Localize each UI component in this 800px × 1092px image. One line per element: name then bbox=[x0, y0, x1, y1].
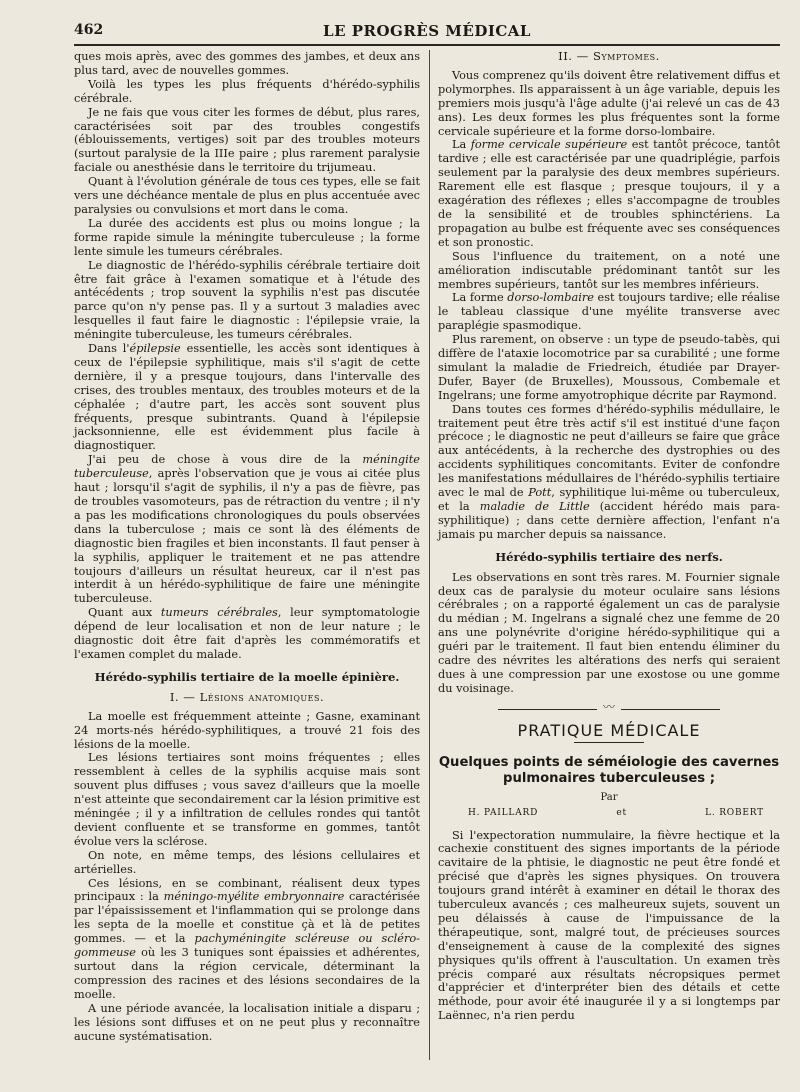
column-divider bbox=[429, 50, 430, 1060]
byline: Par bbox=[600, 791, 618, 803]
title-rule bbox=[574, 742, 644, 743]
wave-ornament-icon: 〰 bbox=[597, 701, 621, 715]
paragraph bbox=[74, 606, 420, 662]
journal-title: LE PROGRÈS MÉDICAL bbox=[323, 22, 531, 40]
text-run: Ces lésions, en se combinant, réalisent deux types principaux : la bbox=[74, 876, 420, 904]
text-run: essentielle, les accès sont identiques à ceux de l'épilepsie syphilitique, mais s'il s'agit de cette dernière, il y a presque toujours, dans l'intervalle des crises, des troubles mentaux, des troubles moteurs et de la céphalée ; d'autre part, les accès sont souvent plus fréquents, presque subintrants. Quand à l'épilepsie jacksonnienne, elle est évidemment plus facile à diagnostiquer. bbox=[74, 342, 420, 453]
section-title: PRATIQUE MÉDICALE bbox=[517, 720, 701, 740]
paragraph: La durée des accidents est plus ou moins longue ; la forme rapide simule la méningite tuberculeuse ; la forme lente simule les tumeurs cérébrales. bbox=[74, 216, 420, 258]
author-name: L. ROBERT bbox=[705, 807, 764, 818]
paragraph: Sous l'influence du traitement, on a noté une amélioration indiscutable prédominant tantôt sur les membres supérieurs, tantôt sur les membres inférieurs. bbox=[438, 249, 780, 291]
text-run: , après l'observation que je vous ai citée plus haut ; lorsqu'il s'agit de syphilis, il n'y a pas de fièvre, pas de troubles vasomoteurs, pas de rétraction du ventre ; il n'y a pas les modifications chronologiques du pouls observées dans la tuberculose ; mais ce sont là des éléments de diagnostic bien fragiles et bien inconstants. Il faut penser à la syphilis, appliquer le traitement et ne pas attendre toujours d'ailleurs un résultat heureux, car il n'est pas interdit à un hérédo-syphilitique de faire une méningite tuberculeuse. bbox=[74, 467, 420, 606]
paragraph bbox=[74, 453, 420, 606]
left-column bbox=[74, 50, 420, 1080]
page-header bbox=[74, 22, 780, 46]
italic-term: dorso-lombaire bbox=[507, 291, 594, 305]
page-number: 462 bbox=[74, 22, 104, 38]
section-heading: Hérédo-syphilis tertiaire des nerfs. bbox=[495, 549, 723, 564]
italic-term: tumeurs cérébrales bbox=[160, 606, 278, 620]
italic-term: Pott bbox=[528, 486, 552, 500]
paragraph: La moelle est fréquemment atteinte ; Gasne, examinant 24 morts-nés hérédo-syphilitiques, a trouvé 21 fois des lésions de la moelle. bbox=[74, 709, 420, 751]
text-run: est tantôt précoce, tantôt tardive ; elle est caractérisée par une quadriplégie, parfois seulement par la paralysie des deux membres supérieurs. Rarement elle est flasque ; presque toujours, il y a exagération des réflexes ; elles s'accompagne de troubles de la sensibilité et de troubles sphinctériens. La propagation au bulbe est fréquente avec ses conséquences et son pronostic. bbox=[438, 138, 781, 249]
text-run: Dans toutes ces formes d'hérédo-syphilis médullaire, le traitement peut être très actif s'il est institué d'une façon précoce ; le diagnostic ne peut d'ailleurs se faire que grâce aux antécédents, à la recherche des dystrophies ou des accidents syphilitiques concomitants. Eviter de confondre les manifestations médullaires de l'hérédo-syphilis tertiaire avec le mal de bbox=[438, 402, 780, 500]
paragraph bbox=[438, 291, 780, 333]
paragraph: ques mois après, avec des gommes des jambes, et deux ans plus tard, avec de nouvelles gommes. bbox=[74, 50, 420, 77]
section-heading: Hérédo-syphilis tertiaire de la moelle épinière. bbox=[94, 669, 400, 684]
paragraph: Si l'expectoration nummulaire, la fièvre hectique et la cachexie constituent des signes importants de la période cavitaire de la phtisie, le diagnostic ne peut être fondé et précisé que d'après les signes physiques. On trouvera toujours grand intérêt à examiner en détail le thorax des tuberculeux avancés ; ces malheureux sujets, souvent un peu délaissés à cause de l'impuissance de la thérapeutique, sont, malgré tout, de précieuses sources d'enseignement à cause de la complexité des signes physiques qu'ils offrent à l'auscultation. Un examen très précis comparé aux résultats nécropsiques permet d'apprécier et d'interpréter bien des détails et cette méthode, pour avoir été inaugurée il y a si longtemps par Laënnec, n'a rien perdu bbox=[438, 828, 780, 1023]
text-run: caractérisée par l'épaississement et l'inflammation qui se prolonge dans les septa de la moelle et constitue çà et là de petites gommes. — et la bbox=[74, 890, 420, 946]
text-run: La forme bbox=[452, 291, 508, 305]
paragraph: Les observations en sont très rares. M. Fournier signale deux cas de paralysie du moteur oculaire sans lésions cérébrales ; on a rapporté également un cas de paralysie du médian ; M. Ingelrans a signalé chez une femme de 20 ans une polynévrite d'origine hérédo-syphilitique qui a guéri par le traitement. Il faut bien entendu éliminer du cadre des névrites les altérations des nerfs qui seraient dues à une compression par une exostose ou une gomme du voisinage. bbox=[438, 570, 780, 695]
text-run: Quant aux bbox=[88, 606, 161, 620]
text-run: Dans l' bbox=[88, 342, 130, 356]
right-column bbox=[438, 50, 780, 1080]
text-run: La bbox=[452, 138, 471, 152]
paragraph: Plus rarement, on observe : un type de pseudo-tabès, qui diffère de l'ataxie locomotrice par sa curabilité ; une forme simulant la maladie de Friedreich, étudiée par Drayer-Dufer, Bayer (de Bruxelles), Moussous, Combemale et Ingelrans; une forme amyotrophique décrite par Raymond. bbox=[438, 333, 780, 402]
authors bbox=[468, 807, 764, 821]
text-run: est toujours tardive; elle réalise le tableau classique d'une myélite transverse avec paraplégie spasmodique. bbox=[438, 291, 780, 333]
paragraph: Quant à l'évolution générale de tous ces types, elle se fait vers une déchéance mentale de plus en plus accentuée avec paralysies ou convulsions et mort dans le coma. bbox=[74, 175, 420, 216]
text-run: , leur symptomatologie dépend de leur localisation et non de leur nature ; le diagnostic doit être fait d'après les commémoratifs et l'examen complet du malade. bbox=[74, 606, 420, 661]
text-run: (accident hérédo mais para-syphilitique) ; dans cette dernière affection, l'enfant n'a jamais pu marcher depuis sa naissance. bbox=[438, 500, 780, 541]
paragraph: Je ne fais que vous citer les formes de début, plus rares, caractérisées soit par des troubles congestifs (éblouissements, vertiges) soit par des troubles moteurs (surtout paralysie de la IIIe paire ; plus rarement paralysie faciale ou anesthésie dans le territoire du trijumeau. bbox=[74, 105, 420, 175]
text-run: , syphilitique lui-même ou tuberculeux, et la bbox=[438, 486, 780, 513]
paragraph: On note, en même temps, des lésions cellulaires et artérielles. bbox=[74, 848, 420, 876]
paragraph: A une période avancée, la localisation initiale a disparu ; les lésions sont diffuses et on ne peut plus y reconnaître aucune systématisation. bbox=[74, 1001, 420, 1043]
paragraph: Le diagnostic de l'hérédo-syphilis cérébrale tertiaire doit être fait grâce à l'examen somatique et à l'étude des antécédents ; trop souvent la syphilis n'est pas discutée parce qu'on n'y pense pas. Il y a surtout 3 maladies avec lesquelles il faut faire le diagnostic : l'épilepsie vraie, la méningite tuberculeuse, les tumeurs cérébrales. bbox=[74, 258, 420, 342]
paragraph bbox=[438, 138, 780, 249]
paragraph bbox=[74, 877, 420, 1002]
paragraph bbox=[438, 403, 780, 542]
italic-term: méningite tuberculeuse bbox=[74, 453, 420, 481]
author-separator: et bbox=[616, 807, 627, 818]
text-run: où les 3 tuniques sont épaissies et adhérentes, surtout dans la région cervicale, déterminant la compression des racines et des lésions secondaires de la moelle. bbox=[74, 946, 420, 1001]
subsection-heading: II. — Symptomes. bbox=[558, 49, 660, 63]
paragraph: Vous comprenez qu'ils doivent être relativement diffus et polymorphes. Ils apparaissent à un âge variable, depuis les premiers mois jusqu'à l'âge adulte (j'ai relevé un cas de 43 ans). Les deux formes les plus fréquentes sont la forme cervicale supérieure et la forme dorso-lombaire. bbox=[438, 68, 780, 138]
italic-term: épilepsie bbox=[129, 342, 181, 356]
paragraph: Voilà les types les plus fréquents d'hérédo-syphilis cérébrale. bbox=[74, 77, 420, 105]
paragraph: Les lésions tertiaires sont moins fréquentes ; elles ressemblent à celles de la syphilis acquise mais sont souvent plus diffuses ; vous savez d'ailleurs que la moelle n'est atteinte que secondairement car la lésion primitive est méningée ; il y a infiltration de cellules rondes qui tantôt devient confluente et se transforme en gommes, tantôt évolue vers la sclérose. bbox=[74, 751, 420, 848]
italic-term: forme cervicale supérieure bbox=[470, 138, 628, 152]
italic-term: méningo-myélite embryonnaire bbox=[163, 890, 345, 904]
author-name: H. PAILLARD bbox=[468, 807, 539, 818]
italic-term: pachyméningite scléreuse ou scléro-gommeuse bbox=[74, 932, 420, 960]
paragraph bbox=[74, 342, 420, 453]
text-run: J'ai peu de chose à vous dire de la bbox=[88, 453, 363, 467]
article-title: Quelques points de séméiologie des cavernes pulmonaires tuberculeuses ; bbox=[438, 754, 780, 786]
ornamental-separator bbox=[438, 699, 780, 714]
subsection-heading: I. — Lésions anatomiques. bbox=[169, 689, 325, 704]
italic-term: maladie de Little bbox=[479, 500, 590, 513]
